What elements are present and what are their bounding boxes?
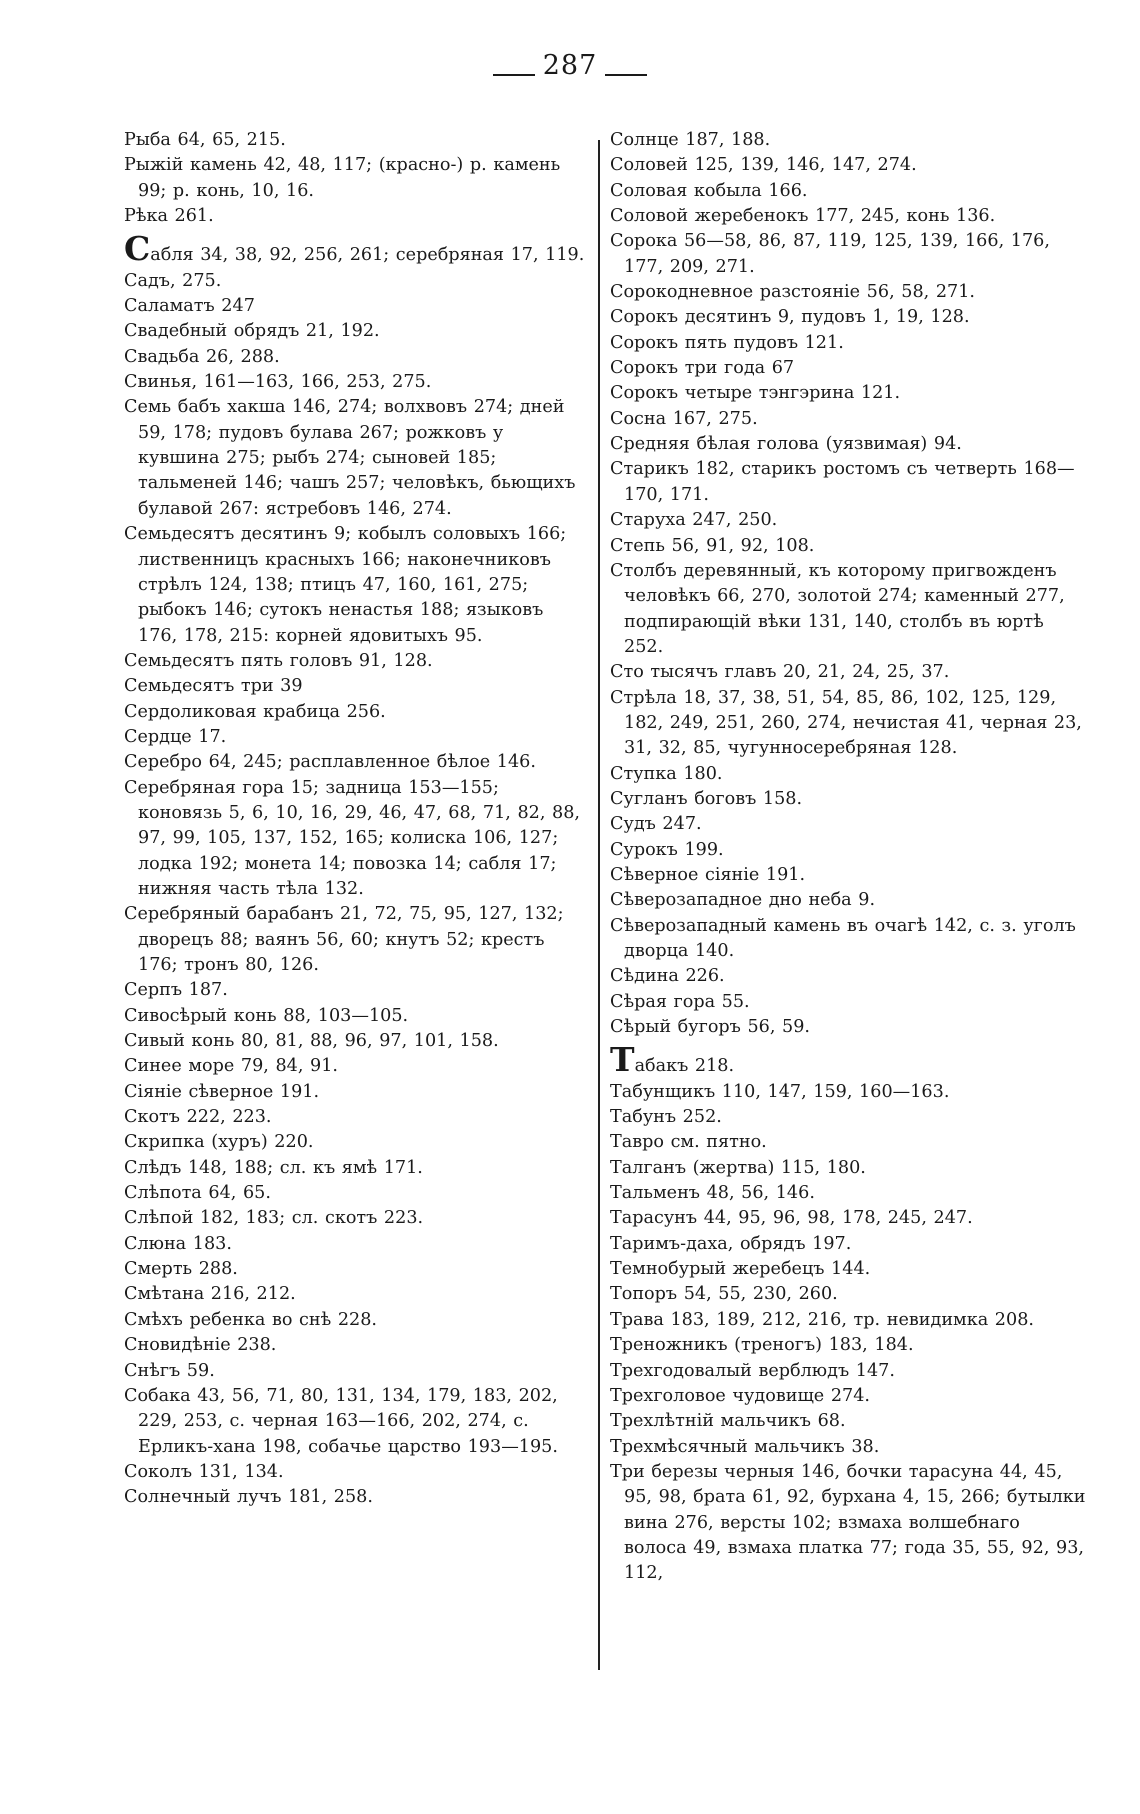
index-entry: Семь бабъ хакша 146, 274; волхвовъ 274; дней 59, 178; пудовъ булава 267; рожковъ у кувшина 275; рыбъ 274; сыновей 185; тальменей 146; чашъ 257; человѣкъ, бьющихъ булавой 267: ястребовъ 146, 274. <box>124 397 576 519</box>
index-entry: Рыжій камень 42, 48, 117; (красно-) р. камень 99; р. конь, 10, 16. <box>124 155 561 201</box>
index-entry: Тавро см. пятно. <box>610 1132 767 1153</box>
index-entry: Рѣка 261. <box>124 206 214 227</box>
column-divider <box>598 140 600 1670</box>
index-entry: Скрипка (хуръ) 220. <box>124 1132 314 1153</box>
index-entry: Сѣдина 226. <box>610 966 725 987</box>
index-entry: Серебро 64, 245; расплавленное бѣлое 146. <box>124 752 536 773</box>
index-entry: Сердце 17. <box>124 726 227 747</box>
index-entry: Табакъ 218. <box>610 1040 735 1080</box>
index-entry: Топоръ 54, 55, 230, 260. <box>610 1284 838 1305</box>
index-entry: Садъ, 275. <box>124 270 222 291</box>
index-entry: Табунщикъ 110, 147, 159, 160—163. <box>610 1081 950 1102</box>
index-entry: Таримъ-даха, обрядъ 197. <box>610 1233 852 1254</box>
index-entry: Семьдесятъ десятинъ 9; кобылъ соловыхъ 166; лиственницъ красныхъ 166; наконечниковъ стрѣлъ 124, 138; птицъ 47, 160, 161, 275; рыбокъ 146; сутокъ ненастья 188; языковъ 176, 178, 215: корней ядовитыхъ 95. <box>124 524 567 646</box>
index-entry: Степь 56, 91, 92, 108. <box>610 535 815 556</box>
right-index-column <box>610 128 1086 1587</box>
index-entry: Свадьба 26, 288. <box>124 346 280 367</box>
index-entry: Тарасунъ 44, 95, 96, 98, 178, 245, 247. <box>610 1208 973 1229</box>
index-entry: Ступка 180. <box>610 763 723 784</box>
index-entry: Солнце 187, 188. <box>610 130 771 150</box>
index-entry: Сорокъ три года 67 <box>610 358 795 379</box>
index-entry: Соловой жеребенокъ 177, 245, конь 136. <box>610 206 996 227</box>
index-entry: Слѣпота 64, 65. <box>124 1183 271 1204</box>
index-entry: Соловая кобыла 166. <box>610 180 808 201</box>
index-entry: Смѣтана 216, 212. <box>124 1284 296 1305</box>
index-entry: Смерть 288. <box>124 1259 238 1280</box>
index-entry: Рыба 64, 65, 215. <box>124 130 286 150</box>
index-entry: Соловей 125, 139, 146, 147, 274. <box>610 155 917 176</box>
index-entry: Синее море 79, 84, 91. <box>124 1056 338 1077</box>
index-entry: Сорокъ четыре тэнгэрина 121. <box>610 383 901 404</box>
index-entry: Трехмѣсячный мальчикъ 38. <box>610 1436 880 1457</box>
index-entry: Старуха 247, 250. <box>610 510 778 531</box>
index-entry: Трехгодовалый верблюдъ 147. <box>610 1360 895 1381</box>
index-entry: Средняя бѣлая голова (уязвимая) 94. <box>610 434 962 455</box>
index-entry: Собака 43, 56, 71, 80, 131, 134, 179, 183, 202, 229, 253, с. черная 163—166, 202, 274, с. Ерликъ-хана 198, собачье царство 193—195. <box>124 1385 558 1457</box>
index-entry: Трава 183, 189, 212, 216, тр. невидимка 208. <box>610 1309 1034 1330</box>
index-entry: Трехлѣтній мальчикъ 68. <box>610 1411 846 1432</box>
index-entry: Сѣверозападное дно неба 9. <box>610 890 876 911</box>
index-entry: Сосна 167, 275. <box>610 408 758 429</box>
index-entry: Столбъ деревянный, къ которому пригвожденъ человѣкъ 66, 270, золотой 274; каменный 277, подпирающій вѣки 131, 140, столбъ въ юртѣ 252. <box>610 560 1065 657</box>
index-entry: Сорока 56—58, 86, 87, 119, 125, 139, 166, 176, 177, 209, 271. <box>610 231 1050 277</box>
index-entry: Табунъ 252. <box>610 1107 722 1128</box>
index-entry: Сурокъ 199. <box>610 839 724 860</box>
index-entry: Сіяніе сѣверное 191. <box>124 1081 320 1102</box>
page-number-rule-right <box>605 74 647 76</box>
index-entry: Сѣверозападный камень въ очагѣ 142, с. з. уголъ дворца 140. <box>610 915 1076 961</box>
index-entry: Снѣгъ 59. <box>124 1360 215 1381</box>
index-entry: Серебряный барабанъ 21, 72, 75, 95, 127, 132; дворецъ 88; ваянъ 56, 60; кнутъ 52; крестъ 176; тронъ 80, 126. <box>124 904 564 975</box>
index-entry: Тальменъ 48, 56, 146. <box>610 1183 815 1204</box>
index-entry: Серпъ 187. <box>124 980 228 1001</box>
index-entry: Сабля 34, 38, 92, 256, 261; серебряная 17, 119. <box>124 229 585 269</box>
index-entry: Темнобурый жеребецъ 144. <box>610 1259 871 1280</box>
index-entry: Слюна 183. <box>124 1233 232 1254</box>
index-entry: Саламатъ 247 <box>124 296 255 317</box>
index-entry: Стрѣла 18, 37, 38, 51, 54, 85, 86, 102, 125, 129, 182, 249, 251, 260, 274, нечистая 41, черная 23, 31, 32, 85, чугунносеребряная 128. <box>610 687 1082 759</box>
index-entry: Сивосѣрый конь 88, 103—105. <box>124 1005 409 1026</box>
index-entry: Судъ 247. <box>610 814 702 835</box>
index-entry: Треножникъ (треногъ) 183, 184. <box>610 1335 914 1356</box>
index-entry: Сердоликовая крабица 256. <box>124 701 386 722</box>
index-entry: Сорокъ пять пудовъ 121. <box>610 332 844 353</box>
index-entry: Сорокодневное разстояніе 56, 58, 271. <box>610 282 975 303</box>
index-entry: Серебряная гора 15; задница 153—155; коновязь 5, 6, 10, 16, 29, 46, 47, 68, 71, 82, 88, 97, 99, 105, 137, 152, 165; колиска 106, 127; лодка 192; монета 14; повозка 14; сабля 17; нижняя часть тѣла 132. <box>124 777 580 899</box>
left-index-column <box>124 128 588 1511</box>
index-entry: Талганъ (жертва) 115, 180. <box>610 1157 866 1178</box>
index-entry: Солнечный лучъ 181, 258. <box>124 1487 373 1508</box>
index-entry: Скотъ 222, 223. <box>124 1107 272 1128</box>
index-entry: Три березы черныя 146, бочки тарасуна 44, 45, 95, 98, брата 61, 92, бурхана 4, 15, 266; бутылки вина 276, версты 102; взмаха волшебнаго волоса 49, взмаха платка 77; года 35, 55, 92, 93, 112, <box>610 1461 1086 1584</box>
index-entry: Сивый конь 80, 81, 88, 96, 97, 101, 158. <box>124 1031 499 1052</box>
index-entry: Слѣдъ 148, 188; сл. къ ямѣ 171. <box>124 1157 423 1178</box>
index-entry: Сновидѣніе 238. <box>124 1335 277 1356</box>
page-number: 287 <box>542 50 598 81</box>
index-entry: Сугланъ боговъ 158. <box>610 788 803 809</box>
index-entry: Свинья, 161—163, 166, 253, 275. <box>124 372 432 393</box>
index-entry: Свадебный обрядъ 21, 192. <box>124 321 380 342</box>
index-entry: Семьдесятъ три 39 <box>124 676 303 697</box>
index-entry: Сѣрая гора 55. <box>610 991 750 1012</box>
page-number-rule-left <box>493 74 535 76</box>
index-entry: Соколъ 131, 134. <box>124 1461 284 1482</box>
page-number-block <box>0 50 1140 81</box>
index-entry: Слѣпой 182, 183; сл. скотъ 223. <box>124 1208 424 1229</box>
index-entry: Старикъ 182, старикъ ростомъ съ четверть 168—170, 171. <box>610 459 1075 505</box>
index-entry: Сѣрый бугоръ 56, 59. <box>610 1017 811 1038</box>
index-entry: Трехголовое чудовище 274. <box>610 1385 870 1406</box>
index-entry: Семьдесятъ пять головъ 91, 128. <box>124 650 433 671</box>
index-entry: Смѣхъ ребенка во снѣ 228. <box>124 1309 377 1330</box>
index-entry: Сорокъ десятинъ 9, пудовъ 1, 19, 128. <box>610 307 970 328</box>
index-entry: Сѣверное сіяніе 191. <box>610 864 806 885</box>
index-entry: Сто тысячъ главъ 20, 21, 24, 25, 37. <box>610 662 950 683</box>
